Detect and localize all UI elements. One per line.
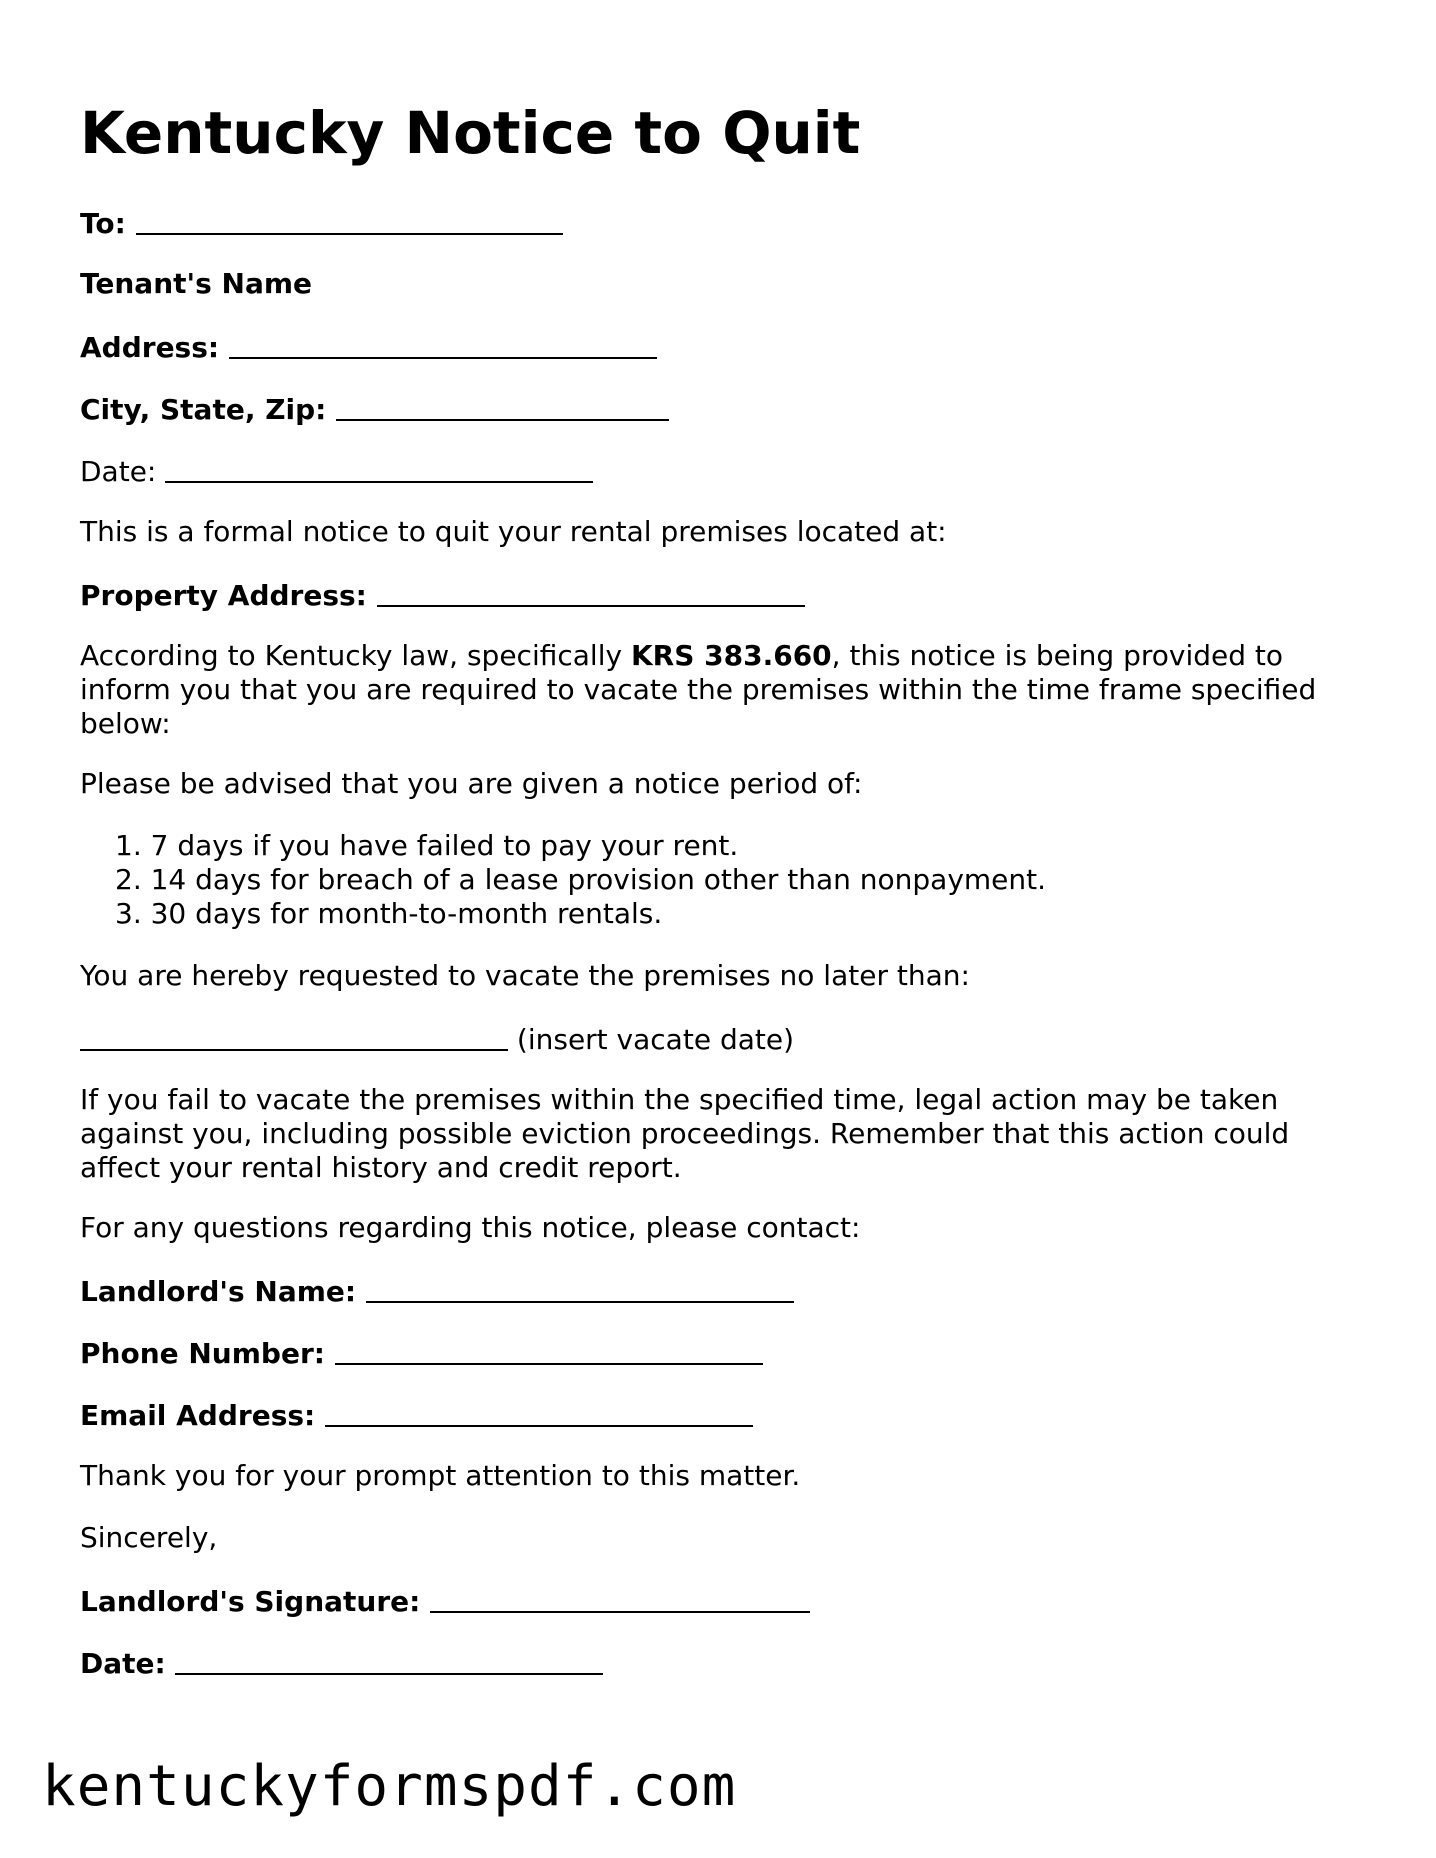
list-item: 2. 14 days for breach of a lease provision other than nonpayment. [115, 863, 1047, 896]
consequence-paragraph: If you fail to vacate the premises within the specified time, legal action may be taken against you, including possible eviction proceedings. Remember that this action could affect your rental history and credit report. [80, 1083, 1290, 1184]
to-line [80, 205, 563, 241]
email-address-line [80, 1397, 753, 1433]
property-address-line [80, 577, 805, 613]
intro-text: This is a formal notice to quit your rental premises located at: [80, 515, 947, 548]
thanks-text: Thank you for your prompt attention to this matter. [80, 1459, 801, 1492]
address-label: Address: [80, 331, 220, 364]
signature-line [80, 1583, 810, 1619]
signature-blank-field[interactable] [430, 1585, 810, 1613]
list-item: 3. 30 days for month-to-month rentals. [115, 897, 663, 930]
date-label: Date: [80, 455, 157, 488]
email-address-label: Email Address: [80, 1399, 316, 1432]
signature-date-line [80, 1645, 603, 1681]
vacate-date-blank-field[interactable] [80, 1023, 508, 1051]
vacate-date-line [80, 1021, 794, 1057]
landlord-name-label: Landlord's Name: [80, 1275, 357, 1308]
email-address-blank-field[interactable] [325, 1399, 753, 1427]
to-label: To: [80, 207, 126, 240]
to-blank-field[interactable] [136, 207, 563, 235]
date-line [80, 453, 593, 489]
law-text-after: , this notice is being provided to inform you that you are required to vacate the premises within the time frame specified below: [80, 639, 1317, 740]
notice-period-intro: Please be advised that you are given a notice period of: [80, 767, 863, 800]
list-item: 1. 7 days if you have failed to pay your rent. [115, 829, 739, 862]
address-line [80, 329, 657, 365]
watermark-text: kentuckyformspdf.com [42, 1754, 737, 1819]
address-blank-field[interactable] [229, 331, 657, 359]
landlord-name-line [80, 1273, 794, 1309]
signature-date-label: Date: [80, 1647, 166, 1680]
landlord-name-blank-field[interactable] [366, 1275, 794, 1303]
property-address-label: Property Address: [80, 579, 367, 612]
signature-date-blank-field[interactable] [175, 1647, 603, 1675]
city-state-zip-line [80, 391, 669, 427]
signature-label: Landlord's Signature: [80, 1585, 421, 1618]
closing-text: Sincerely, [80, 1521, 218, 1554]
date-blank-field[interactable] [165, 455, 593, 483]
vacate-request: You are hereby requested to vacate the premises no later than: [80, 959, 970, 992]
phone-number-label: Phone Number: [80, 1337, 325, 1370]
document-title: Kentucky Notice to Quit [80, 99, 861, 167]
city-state-zip-blank-field[interactable] [336, 393, 669, 421]
city-state-zip-label: City, State, Zip: [80, 393, 327, 426]
law-text-before: According to Kentucky law, specifically [80, 639, 631, 672]
notice-period-list [80, 829, 1046, 931]
law-paragraph [80, 639, 1350, 741]
vacate-date-hint: (insert vacate date) [516, 1023, 795, 1056]
property-address-blank-field[interactable] [377, 579, 805, 607]
phone-number-blank-field[interactable] [335, 1337, 763, 1365]
phone-number-line [80, 1335, 763, 1371]
law-citation: KRS 383.660 [630, 639, 832, 672]
contact-intro: For any questions regarding this notice, please contact: [80, 1211, 861, 1244]
tenant-name-label: Tenant's Name [80, 267, 312, 300]
